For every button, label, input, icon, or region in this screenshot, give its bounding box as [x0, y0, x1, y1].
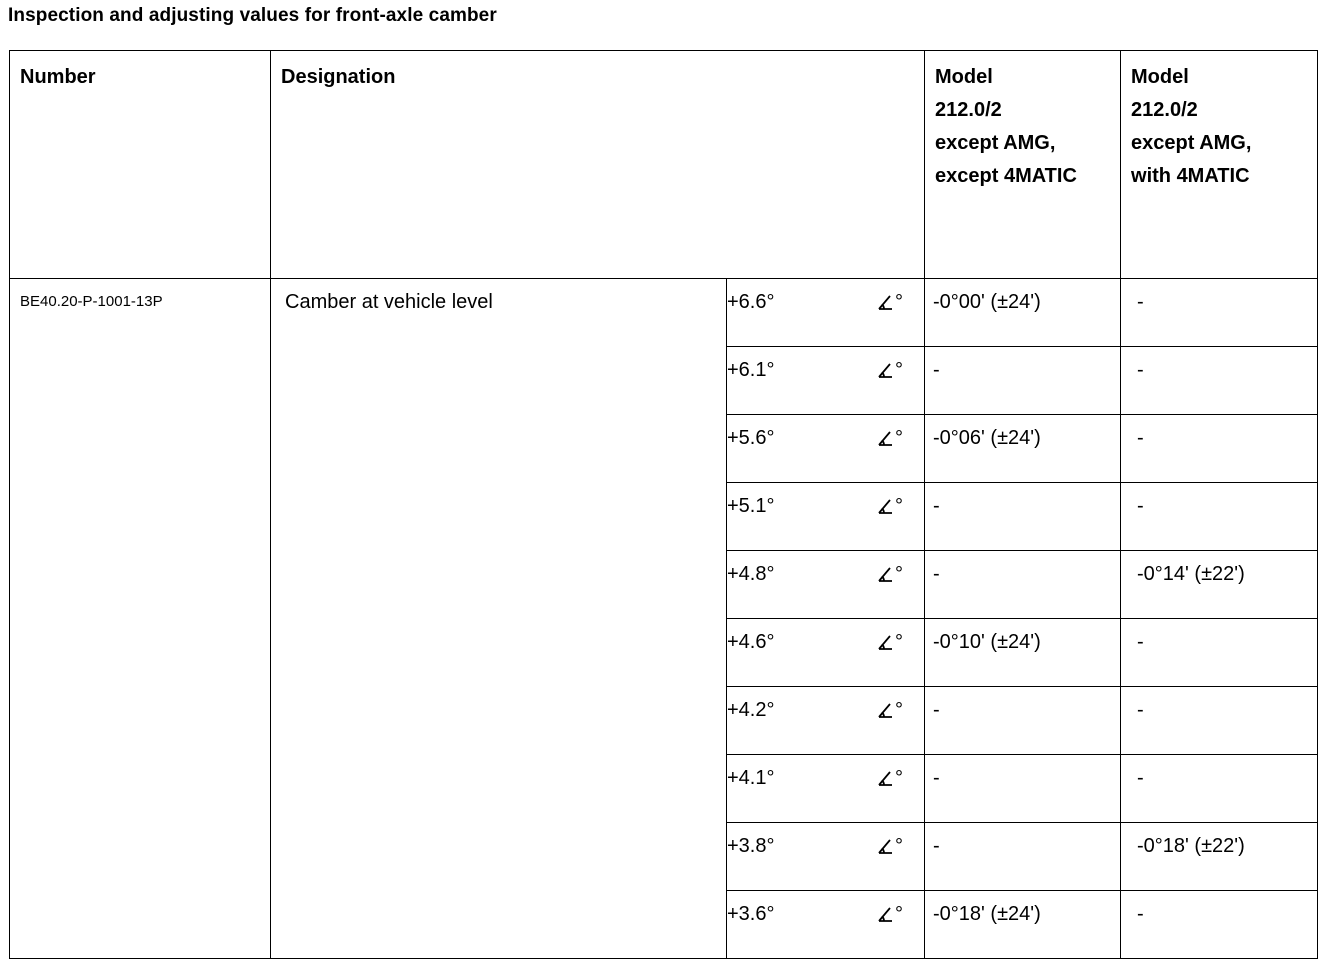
degree-symbol: °: [895, 631, 903, 653]
header-line: except AMG,: [1131, 132, 1252, 154]
header-line: with 4MATIC: [1131, 165, 1250, 187]
model-1-value: -: [925, 551, 1121, 619]
camber-angle-cell: [727, 415, 925, 483]
camber-angle-value: +3.8°: [727, 835, 775, 857]
model-2-value: -: [1121, 415, 1318, 483]
degree-symbol: °: [895, 903, 903, 925]
angle-icon: [877, 699, 903, 722]
angle-icon: [877, 903, 903, 926]
camber-angle-value: +4.1°: [727, 767, 775, 789]
model-2-value: -: [1121, 279, 1318, 347]
model-1-value: -: [925, 347, 1121, 415]
angle-icon: [877, 427, 903, 450]
angle-icon: [877, 835, 903, 858]
camber-angle-value: +3.6°: [727, 903, 775, 925]
degree-symbol: °: [895, 699, 903, 721]
degree-symbol: °: [895, 427, 903, 449]
camber-angle-cell: [727, 619, 925, 687]
camber-angle-value: +6.1°: [727, 359, 775, 381]
designation-cell: Camber at vehicle level: [271, 279, 727, 959]
model-2-value: -: [1121, 687, 1318, 755]
camber-angle-cell: [727, 483, 925, 551]
model-1-value: -: [925, 483, 1121, 551]
degree-symbol: °: [895, 359, 903, 381]
degree-symbol: °: [895, 835, 903, 857]
model-1-value: -0°10' (±24'): [925, 619, 1121, 687]
model-2-value: -: [1121, 891, 1318, 959]
camber-angle-value: +4.6°: [727, 631, 775, 653]
header-line: Model: [935, 66, 993, 88]
header-designation: Designation: [271, 51, 925, 279]
camber-angle-cell: [727, 687, 925, 755]
angle-icon: [877, 291, 903, 314]
header-line: except AMG,: [935, 132, 1056, 154]
camber-angle-value: +5.6°: [727, 427, 775, 449]
camber-angle-cell: [727, 755, 925, 823]
camber-angle-value: +5.1°: [727, 495, 775, 517]
degree-symbol: °: [895, 767, 903, 789]
camber-angle-cell: [727, 823, 925, 891]
model-2-value: -: [1121, 347, 1318, 415]
angle-icon: [877, 767, 903, 790]
header-number: Number: [10, 51, 271, 279]
model-1-value: -: [925, 823, 1121, 891]
header-line: except 4MATIC: [935, 165, 1077, 187]
header-line: 212.0/2: [1131, 99, 1198, 121]
model-2-value: -0°18' (±22'): [1121, 823, 1318, 891]
model-1-value: -0°00' (±24'): [925, 279, 1121, 347]
model-1-value: -: [925, 687, 1121, 755]
camber-angle-value: +6.6°: [727, 291, 775, 313]
camber-angle-cell: [727, 347, 925, 415]
model-2-value: -: [1121, 483, 1318, 551]
camber-angle-cell: [727, 279, 925, 347]
header-line: 212.0/2: [935, 99, 1002, 121]
table-row: [10, 279, 1318, 347]
angle-icon: [877, 631, 903, 654]
number-cell: BE40.20-P-1001-13P: [10, 279, 271, 959]
angle-icon: [877, 359, 903, 382]
header-row: [10, 51, 1318, 279]
header-line: Model: [1131, 66, 1189, 88]
camber-angle-value: +4.8°: [727, 563, 775, 585]
model-1-value: -0°06' (±24'): [925, 415, 1121, 483]
camber-table: [9, 50, 1318, 959]
degree-symbol: °: [895, 495, 903, 517]
angle-icon: [877, 495, 903, 518]
model-2-value: -: [1121, 619, 1318, 687]
model-2-value: -0°14' (±22'): [1121, 551, 1318, 619]
model-2-value: -: [1121, 755, 1318, 823]
degree-symbol: °: [895, 291, 903, 313]
degree-symbol: °: [895, 563, 903, 585]
page-title: Inspection and adjusting values for front-axle camber: [8, 5, 497, 26]
header-model-2: [1121, 51, 1318, 279]
angle-icon: [877, 563, 903, 586]
camber-angle-cell: [727, 551, 925, 619]
camber-angle-value: +4.2°: [727, 699, 775, 721]
model-1-value: -0°18' (±24'): [925, 891, 1121, 959]
model-1-value: -: [925, 755, 1121, 823]
camber-angle-cell: [727, 891, 925, 959]
header-model-1: [925, 51, 1121, 279]
